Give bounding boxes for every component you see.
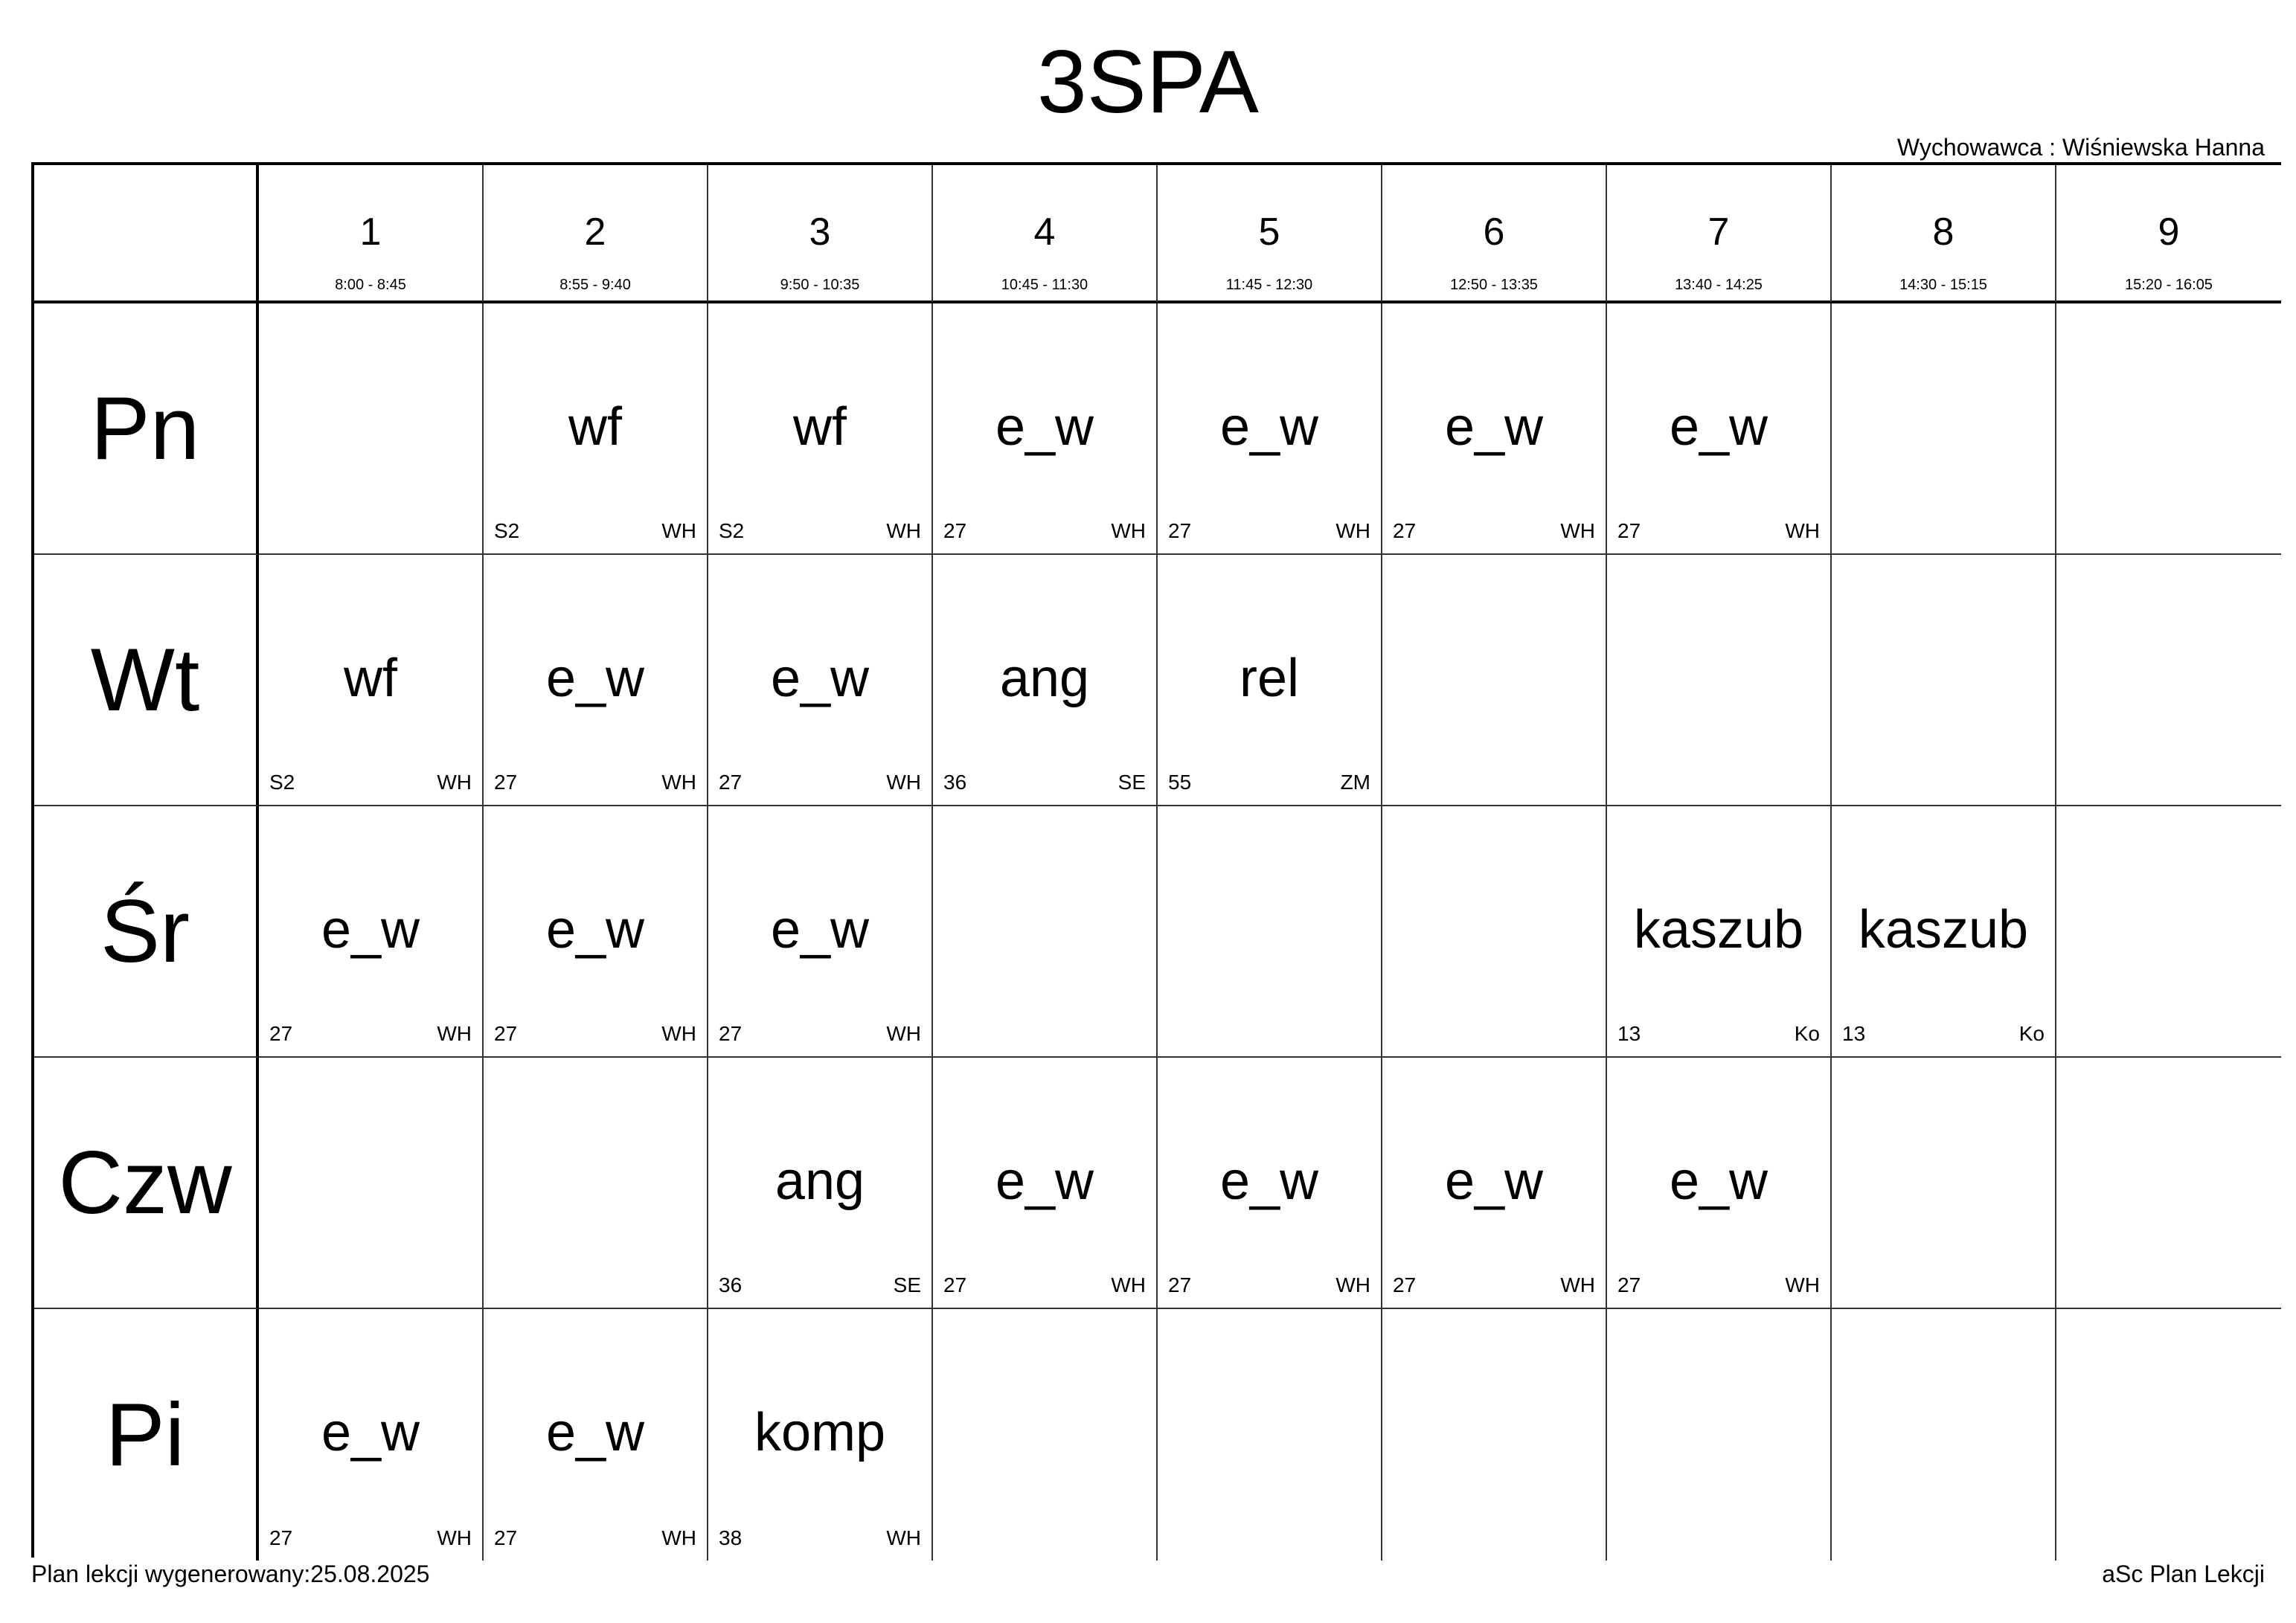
lesson-teacher: SE (1117, 771, 1146, 794)
page-title: 3SPA (1037, 32, 1259, 132)
day-header (34, 1309, 259, 1561)
lesson-subject: wf (344, 649, 397, 708)
period-header (259, 165, 484, 303)
period-time: 8:55 - 9:40 (559, 277, 631, 293)
lesson-subject: e_w (545, 900, 645, 960)
lesson-cell (484, 806, 708, 1058)
lesson-teacher: WH (1111, 1273, 1146, 1296)
empty-cell (1382, 806, 1607, 1058)
lesson-cell (1382, 1058, 1607, 1309)
lesson-cell (259, 1309, 484, 1561)
day-header (34, 303, 259, 555)
period-number: 1 (359, 210, 382, 254)
period-number: 7 (1707, 210, 1730, 254)
period-time: 15:20 - 16:05 (2125, 277, 2213, 293)
lesson-teacher: WH (1111, 519, 1146, 542)
lesson-cell (1607, 303, 1832, 555)
lesson-teacher: WH (437, 1022, 472, 1045)
lesson-teacher: SE (893, 1273, 921, 1296)
lesson-cell (484, 1309, 708, 1561)
period-number: 4 (1033, 210, 1056, 254)
day-header (34, 555, 259, 806)
lesson-subject: komp (754, 1403, 886, 1462)
empty-cell (1382, 1309, 1607, 1561)
lesson-teacher: WH (437, 771, 472, 794)
class-teacher-label: Wychowawca : Wiśniewska Hanna (1896, 134, 2265, 161)
lesson-room: 27 (943, 519, 967, 542)
period-time: 9:50 - 10:35 (780, 277, 860, 293)
empty-cell (1832, 555, 2056, 806)
lesson-room: 27 (494, 1526, 518, 1549)
day-header (34, 806, 259, 1058)
lesson-room: 27 (719, 1022, 743, 1045)
period-number: 2 (584, 210, 606, 254)
lesson-subject: e_w (1444, 397, 1544, 457)
period-header (2056, 165, 2281, 303)
lesson-room: 27 (1617, 1273, 1641, 1296)
lesson-cell (708, 555, 933, 806)
lesson-room: 27 (719, 771, 743, 794)
lesson-room: 27 (269, 1022, 293, 1045)
empty-cell (484, 1058, 708, 1309)
lesson-cell (708, 1058, 933, 1309)
period-time: 10:45 - 11:30 (1001, 277, 1088, 293)
period-header (1382, 165, 1607, 303)
lesson-teacher: WH (1785, 519, 1820, 542)
period-time: 14:30 - 15:15 (1899, 277, 1987, 293)
lesson-subject: e_w (545, 649, 645, 708)
corner-cell (34, 165, 259, 303)
lesson-teacher: WH (886, 1526, 921, 1549)
lesson-room: 27 (943, 1273, 967, 1296)
footer-generated-date: Plan lekcji wygenerowany:25.08.2025 (31, 1561, 430, 1587)
lesson-teacher: WH (1785, 1273, 1820, 1296)
period-header (484, 165, 708, 303)
lesson-cell (708, 1309, 933, 1561)
lesson-subject: e_w (1444, 1151, 1544, 1211)
lesson-room: 55 (1168, 771, 1192, 794)
lesson-subject: ang (775, 1151, 865, 1211)
period-header (1832, 165, 2056, 303)
lesson-subject: e_w (321, 1403, 420, 1462)
lesson-room: 27 (1393, 1273, 1417, 1296)
lesson-cell (933, 555, 1158, 806)
lesson-teacher: WH (1335, 519, 1370, 542)
lesson-cell (708, 303, 933, 555)
empty-cell (1832, 1058, 2056, 1309)
lesson-room: 13 (1617, 1022, 1641, 1045)
period-number: 6 (1483, 210, 1505, 254)
lesson-subject: e_w (995, 397, 1094, 457)
lesson-teacher: Ko (2018, 1022, 2045, 1045)
lesson-cell (708, 806, 933, 1058)
empty-cell (1158, 1309, 1382, 1561)
lesson-cell (1158, 555, 1382, 806)
empty-cell (933, 806, 1158, 1058)
empty-cell (1607, 555, 1832, 806)
period-header (933, 165, 1158, 303)
lesson-cell (1158, 1058, 1382, 1309)
lesson-subject: kaszub (1858, 900, 2029, 960)
lesson-teacher: WH (661, 1526, 696, 1549)
lesson-teacher: WH (1560, 519, 1595, 542)
lesson-room: 27 (269, 1526, 293, 1549)
empty-cell (2056, 303, 2281, 555)
empty-cell (1607, 1309, 1832, 1561)
empty-cell (2056, 806, 2281, 1058)
day-header (34, 1058, 259, 1309)
period-time: 8:00 - 8:45 (335, 277, 406, 293)
empty-cell (1158, 806, 1382, 1058)
lesson-teacher: WH (886, 519, 921, 542)
lesson-cell (259, 806, 484, 1058)
day-name: Śr (100, 881, 190, 981)
lesson-cell (259, 555, 484, 806)
day-name: Wt (90, 630, 200, 730)
lesson-subject: e_w (545, 1403, 645, 1462)
lesson-room: 27 (1168, 1273, 1192, 1296)
lesson-subject: kaszub (1633, 900, 1804, 960)
period-time: 13:40 - 14:25 (1675, 277, 1763, 293)
period-time: 11:45 - 12:30 (1225, 277, 1313, 293)
lesson-cell (1832, 806, 2056, 1058)
empty-cell (2056, 1309, 2281, 1561)
lesson-teacher: WH (886, 771, 921, 794)
empty-cell (2056, 555, 2281, 806)
lesson-room: S2 (719, 519, 745, 542)
lesson-room: 36 (719, 1273, 743, 1296)
lesson-room: S2 (269, 771, 295, 794)
lesson-teacher: WH (1560, 1273, 1595, 1296)
lesson-subject: e_w (1219, 397, 1319, 457)
period-number: 5 (1258, 210, 1280, 254)
lesson-cell (1607, 806, 1832, 1058)
lesson-cell (933, 303, 1158, 555)
lesson-subject: rel (1239, 649, 1299, 708)
period-header (1607, 165, 1832, 303)
lesson-teacher: WH (437, 1526, 472, 1549)
empty-cell (259, 1058, 484, 1309)
period-header (1158, 165, 1382, 303)
lesson-room: 27 (494, 1022, 518, 1045)
empty-cell (1382, 555, 1607, 806)
lesson-teacher: WH (661, 771, 696, 794)
lesson-cell (1158, 303, 1382, 555)
timetable-grid (31, 162, 2281, 1558)
empty-cell (2056, 1058, 2281, 1309)
lesson-teacher: WH (661, 1022, 696, 1045)
period-number: 8 (1932, 210, 1955, 254)
lesson-room: 27 (1617, 519, 1641, 542)
lesson-cell (484, 303, 708, 555)
day-name: Czw (58, 1133, 232, 1232)
lesson-subject: e_w (321, 900, 420, 960)
empty-cell (259, 303, 484, 555)
lesson-subject: e_w (995, 1151, 1094, 1211)
day-name: Pi (105, 1385, 185, 1485)
footer-app-name: aSc Plan Lekcji (2102, 1561, 2265, 1587)
lesson-subject: e_w (770, 900, 870, 960)
period-time: 12:50 - 13:35 (1450, 277, 1538, 293)
empty-cell (1832, 1309, 2056, 1561)
lesson-subject: wf (568, 397, 622, 457)
day-name: Pn (90, 379, 200, 478)
lesson-room: 38 (719, 1526, 743, 1549)
lesson-room: 27 (1168, 519, 1192, 542)
lesson-teacher: WH (886, 1022, 921, 1045)
lesson-subject: e_w (1669, 397, 1769, 457)
lesson-teacher: Ko (1794, 1022, 1820, 1045)
lesson-room: 13 (1842, 1022, 1866, 1045)
lesson-room: 36 (943, 771, 967, 794)
lesson-cell (484, 555, 708, 806)
lesson-room: S2 (494, 519, 520, 542)
period-number: 3 (809, 210, 831, 254)
lesson-subject: wf (793, 397, 847, 457)
lesson-subject: ang (999, 649, 1090, 708)
lesson-cell (1382, 303, 1607, 555)
period-number: 9 (2158, 210, 2180, 254)
lesson-teacher: ZM (1340, 771, 1370, 794)
lesson-room: 27 (1393, 519, 1417, 542)
empty-cell (1832, 303, 2056, 555)
lesson-room: 27 (494, 771, 518, 794)
lesson-teacher: WH (661, 519, 696, 542)
lesson-subject: e_w (1669, 1151, 1769, 1211)
lesson-teacher: WH (1335, 1273, 1370, 1296)
lesson-subject: e_w (770, 649, 870, 708)
lesson-cell (933, 1058, 1158, 1309)
empty-cell (933, 1309, 1158, 1561)
period-header (708, 165, 933, 303)
lesson-subject: e_w (1219, 1151, 1319, 1211)
lesson-cell (1607, 1058, 1832, 1309)
